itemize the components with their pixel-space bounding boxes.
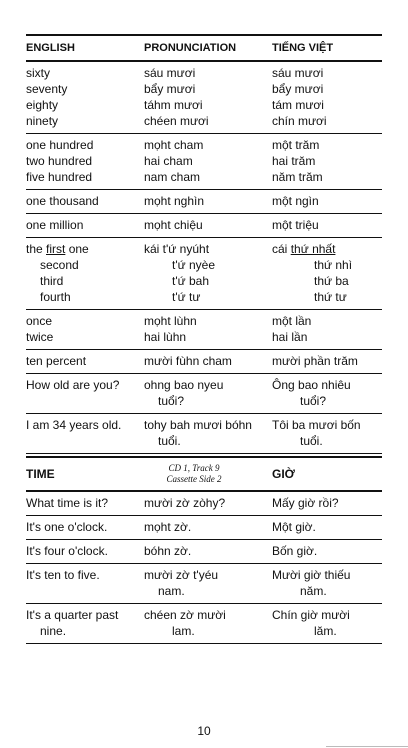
table-row: What time is it? mười zờ zòhy? Mấy giờ rồi? (26, 496, 339, 510)
table-row: nam. năm. (158, 584, 327, 598)
table-row: tuổi? tuổi? (158, 394, 327, 408)
table-row: two hundred hai cham hai trăm (26, 154, 316, 168)
table-row: seventy bẩy mươi bẩy mươi (26, 82, 324, 96)
table-row: fourth t'ứ tư thứ tư (40, 290, 347, 304)
time-heading: TIME (26, 467, 55, 481)
table-row: sixty sáu mươi sáu mươi (26, 66, 324, 80)
table-header (26, 34, 382, 62)
table-row: eighty táhm mươi tám mươi (26, 98, 324, 112)
number-group-million (26, 214, 382, 238)
table-row: one million mọht chiệu một triệu (26, 218, 319, 232)
table-row: How old are you? ohng bao nyeu Ông bao nhiêu (26, 378, 351, 392)
header-pronunciation: PRONUNCIATION (144, 42, 237, 54)
cd-track-note: CD 1, Track 9 Cassette Side 2 (166, 463, 222, 484)
table-row: tuổi. tuổi. (158, 434, 323, 448)
gio-heading: GIỜ (272, 467, 295, 481)
number-group-hundreds (26, 134, 382, 190)
table-row: I am 34 years old. tohy bah mươi bóhn Tôi ba mươi bốn (26, 418, 361, 432)
table-row: It's one o'clock. mọht zờ. Một giờ. (26, 520, 316, 534)
phrasebook-page (26, 34, 382, 644)
time-row-one (26, 516, 382, 540)
ordinals-group (26, 238, 382, 310)
table-row: one hundred mọht cham một trăm (26, 138, 320, 152)
table-row: third t'ứ bah thứ ba (40, 274, 349, 288)
table-row: ten percent mười fùhn cham mười phần trăm (26, 354, 358, 368)
table-row: It's a quarter past chéen zờ mười Chín giờ mười (26, 608, 350, 622)
frequency-group (26, 310, 382, 350)
time-section-header (26, 456, 382, 492)
number-group-tens (26, 62, 382, 134)
table-row: five hundred nam cham năm trăm (26, 170, 323, 184)
table-row: It's four o'clock. bóhn zờ. Bốn giờ. (26, 544, 318, 558)
table-row: twice hai lùhn hai lần (26, 330, 308, 344)
table-row: second t'ứ nyèe thứ nhì (40, 258, 353, 272)
number-group-thousand (26, 190, 382, 214)
table-row: one thousand mọht nghìn một ngìn (26, 194, 319, 208)
time-row-quarter-past (26, 604, 382, 644)
bottom-edge-line (326, 746, 408, 747)
table-row: the first one kái t'ứ nyúht cái thứ nhất (26, 242, 336, 256)
time-row-ten-to-five (26, 564, 382, 604)
percent-group (26, 350, 382, 374)
table-row: nine. lam. lăm. (40, 624, 337, 638)
age-question-group (26, 374, 382, 414)
time-row-four (26, 540, 382, 564)
table-row: ninety chéen mươi chín mươi (26, 114, 327, 128)
header-english: ENGLISH (26, 42, 75, 54)
header-vietnamese: TIẾNG VIỆT (272, 42, 334, 54)
table-row: once mọht lùhn một lần (26, 314, 312, 328)
page-number: 10 (197, 724, 211, 738)
table-row: It's ten to five. mười zờ t'yéu Mười giờ thiếu (26, 568, 351, 582)
age-answer-group (26, 414, 382, 454)
time-row-what-time (26, 492, 382, 516)
